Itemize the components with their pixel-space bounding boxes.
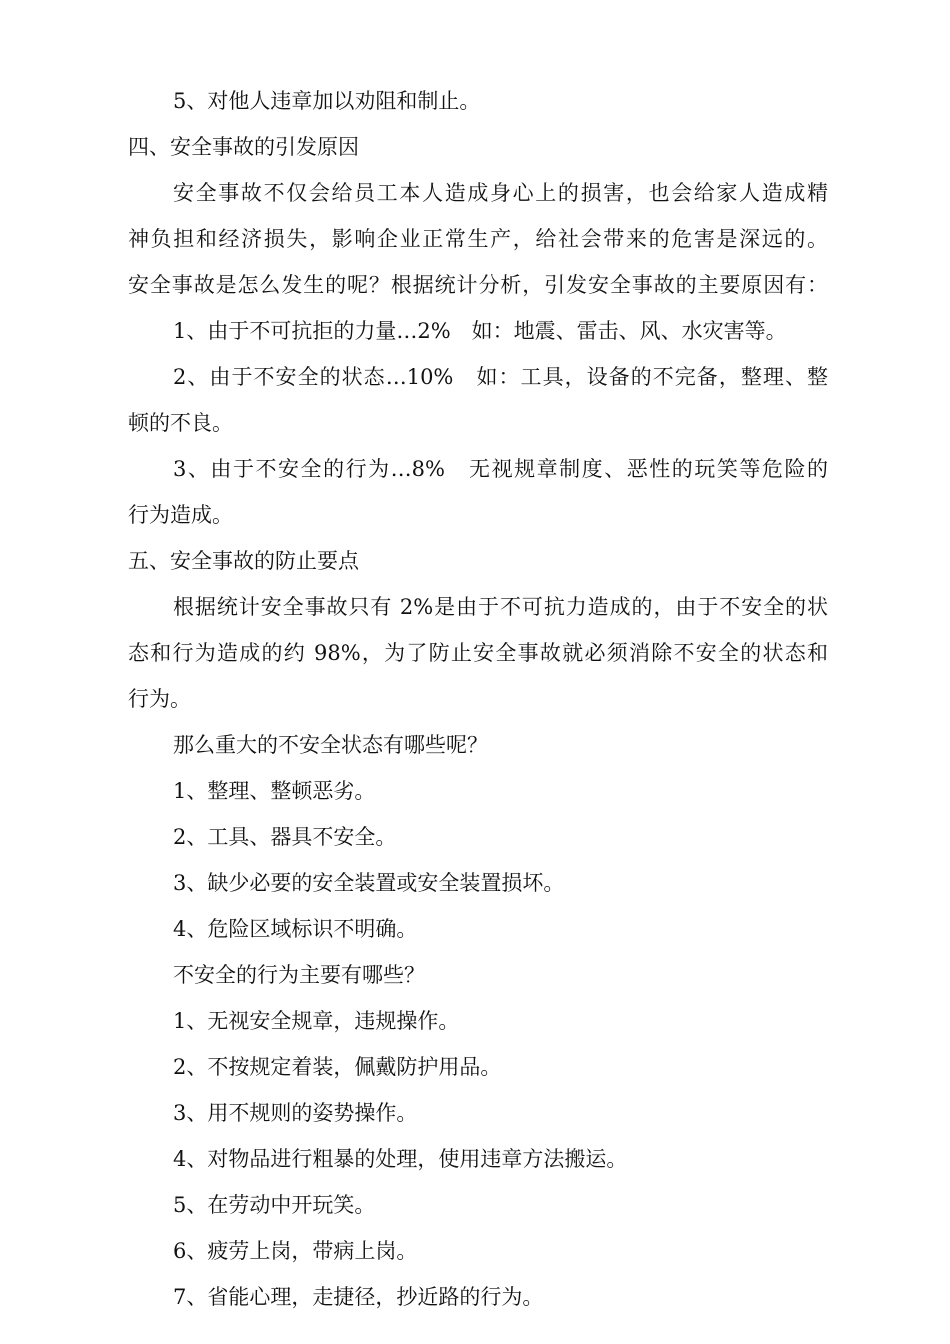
list-item: 1、整理、整顿恶劣。 — [173, 779, 376, 803]
list-item: 3、用不规则的姿势操作。 — [173, 1101, 418, 1125]
list-item-continuation: 顿的不良。 — [128, 411, 233, 435]
list-item: 1、无视安全规章，违规操作。 — [173, 1009, 460, 1033]
paragraph-line: 神负担和经济损失，影响企业正常生产，给社会带来的危害是深远的。 — [128, 227, 828, 251]
list-item-stop-violations: 5、对他人违章加以劝阻和制止。 — [173, 89, 481, 113]
paragraph-line: 根据统计安全事故只有 2%是由于不可抗力造成的，由于不安全的状 — [173, 595, 828, 619]
list-item-force-majeure: 1、由于不可抗拒的力量…2% 如：地震、雷击、风、水灾害等。 — [173, 319, 787, 343]
list-item: 3、缺少必要的安全装置或安全装置损坏。 — [173, 871, 565, 895]
paragraph-line: 安全事故是怎么发生的呢？根据统计分析，引发安全事故的主要原因有： — [128, 273, 828, 297]
list-item-unsafe-behavior: 3、由于不安全的行为…8% 无视规章制度、恶性的玩笑等危险的 — [173, 457, 828, 481]
section-heading-causes: 四、安全事故的引发原因 — [128, 135, 359, 159]
list-item: 2、不按规定着装，佩戴防护用品。 — [173, 1055, 502, 1079]
paragraph-line: 安全事故不仅会给员工本人造成身心上的损害，也会给家人造成精 — [173, 181, 828, 205]
list-item: 5、在劳动中开玩笑。 — [173, 1193, 376, 1217]
list-item: 2、工具、器具不安全。 — [173, 825, 397, 849]
list-item: 4、对物品进行粗暴的处理，使用违章方法搬运。 — [173, 1147, 628, 1171]
document-body — [128, 78, 828, 1320]
list-item-unsafe-state: 2、由于不安全的状态…10% 如：工具，设备的不完备，整理、整 — [173, 365, 828, 389]
paragraph-line: 行为。 — [128, 687, 191, 711]
section-heading-prevention: 五、安全事故的防止要点 — [128, 549, 359, 573]
list-item-continuation: 行为造成。 — [128, 503, 233, 527]
list-item: 6、疲劳上岗，带病上岗。 — [173, 1239, 418, 1263]
paragraph-line: 态和行为造成的约 98%，为了防止安全事故就必须消除不安全的状态和 — [128, 641, 828, 665]
list-item: 7、省能心理，走捷径，抄近路的行为。 — [173, 1285, 544, 1309]
list-item: 4、危险区域标识不明确。 — [173, 917, 418, 941]
question-unsafe-behaviors: 不安全的行为主要有哪些？ — [173, 963, 425, 987]
question-unsafe-states: 那么重大的不安全状态有哪些呢？ — [173, 733, 488, 757]
